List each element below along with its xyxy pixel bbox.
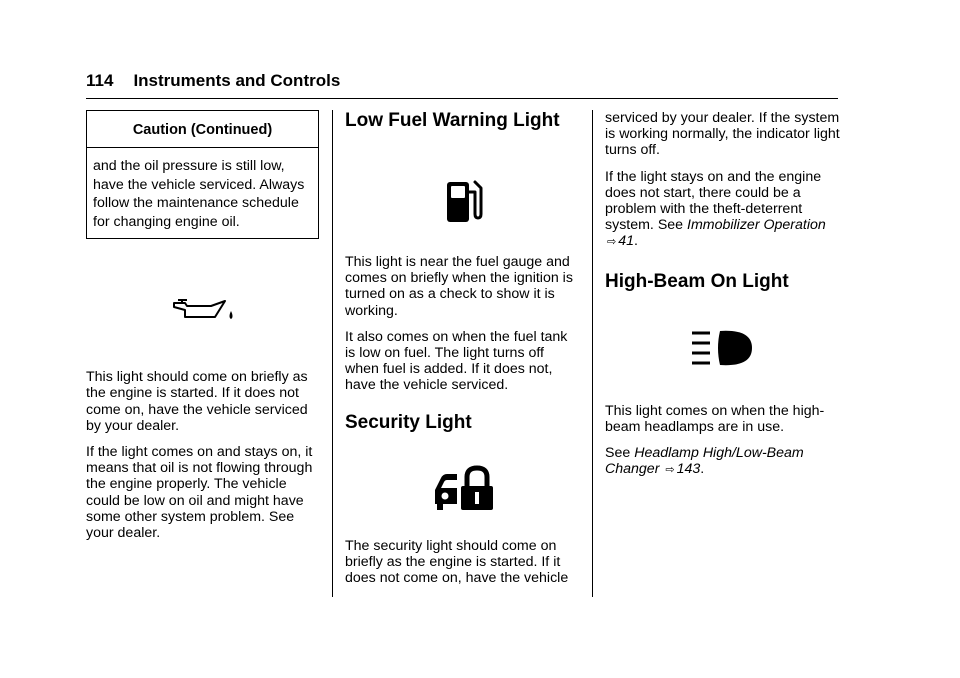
- low-fuel-paragraph-2: It also comes on when the fuel tank is low on fuel. The light turns off when fuel is added. If it does not, have the vehicle serviced.: [345, 328, 568, 394]
- immobilizer-page-ref[interactable]: 41: [618, 233, 634, 250]
- column-1: [86, 110, 320, 551]
- column-divider-1: [332, 110, 333, 597]
- section-title: Instruments and Controls: [133, 71, 341, 90]
- security-paragraph-1-continued: serviced by your dealer. If the system is working normally, the indicator light turns off.: [605, 110, 840, 159]
- high-beam-paragraph-1: This light comes on when the high-beam headlamps are in use.: [605, 402, 825, 435]
- page-number: 114: [86, 71, 114, 90]
- high-beam-paragraph-2: See Headlamp High/Low-Beam Changer ⇨ 143.: [605, 445, 804, 478]
- fuel-pump-icon: [441, 178, 485, 224]
- car-lock-icon: [433, 464, 493, 512]
- immobilizer-ref[interactable]: Immobilizer Operation: [687, 217, 826, 234]
- caution-box: [86, 110, 319, 239]
- column-3: [605, 110, 841, 488]
- oil-paragraph-1: This light should come on briefly as the engine is started. If it does not come on, have the vehicle serviced by your dealer.: [86, 369, 308, 434]
- headlamp-changer-page-ref[interactable]: 143: [676, 461, 701, 478]
- security-icon-wrap: [345, 464, 581, 512]
- oil-can-icon: [171, 297, 235, 325]
- column-2: [345, 110, 581, 596]
- security-heading: Security Light: [345, 411, 472, 433]
- security-paragraph-1: The security light should come on briefly as the engine is started. If it does not come on, have the vehicle: [345, 537, 569, 587]
- column-divider-2: [592, 110, 593, 597]
- caution-body: [87, 148, 318, 238]
- high-beam-icon-wrap: [605, 329, 841, 369]
- low-fuel-heading: Low Fuel Warning Light: [345, 110, 560, 131]
- caution-line: for changing engine oil.: [93, 213, 240, 230]
- fuel-icon-wrap: [345, 178, 581, 224]
- oil-paragraph-2: If the light comes on and stays on, it means that oil is not flowing through the engine properly. The vehicle could be low on oil and might have some other system problem. See your dealer.: [86, 444, 313, 542]
- security-paragraph-2: If the light stays on and the engine does not start, there could be a problem with the theft-deterrent system. See Immobilizer Operation ⇨ 41.: [605, 168, 826, 250]
- caution-title: Caution (Continued): [87, 111, 318, 148]
- caution-line: and the oil pressure is still low,: [93, 158, 285, 175]
- low-fuel-paragraph-1: This light is near the fuel gauge and comes on briefly when the ignition is turned on as a check to show it is working.: [345, 254, 573, 319]
- cross-reference-arrow-icon: ⇨: [665, 464, 675, 477]
- high-beam-icon: [690, 329, 756, 369]
- page-header: [86, 71, 340, 91]
- headlamp-changer-ref[interactable]: Headlamp High/Low-Beam Changer: [605, 445, 804, 478]
- oil-icon-wrap: [86, 297, 320, 325]
- caution-line: have the vehicle serviced. Always: [93, 176, 305, 193]
- cross-reference-arrow-icon: ⇨: [607, 236, 617, 249]
- high-beam-heading: High-Beam On Light: [605, 270, 789, 292]
- caution-line: follow the maintenance schedule: [93, 195, 299, 212]
- header-rule: [86, 98, 838, 99]
